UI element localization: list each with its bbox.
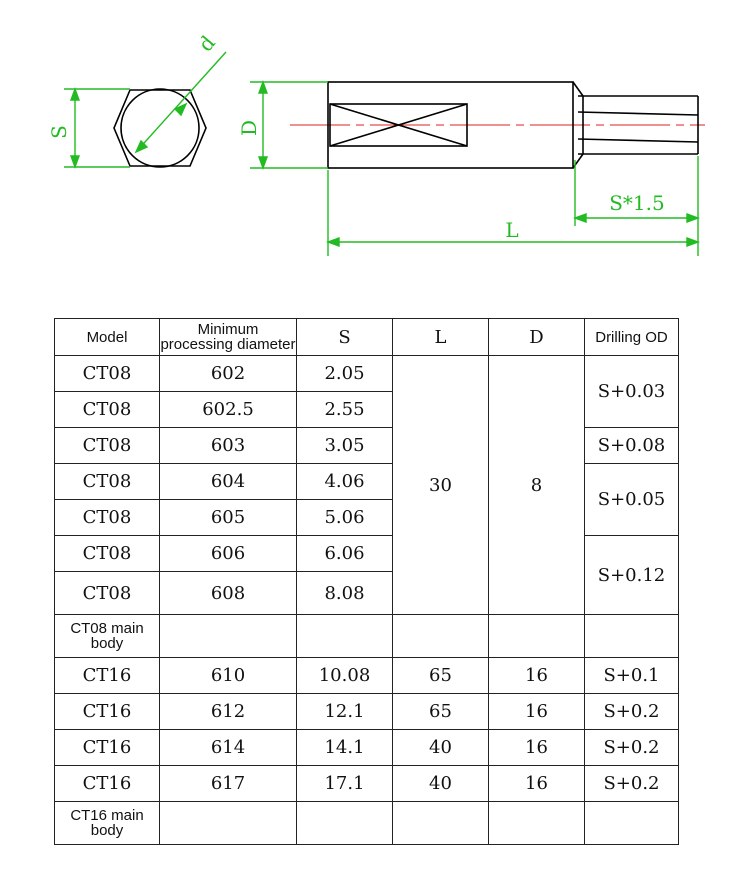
cell-empty bbox=[297, 615, 393, 658]
cell-model: CT08 bbox=[55, 392, 160, 428]
cell-od: S+0.2 bbox=[585, 766, 679, 802]
cell-l: 40 bbox=[393, 766, 489, 802]
cell-min: 608 bbox=[160, 572, 297, 615]
cell-model: CT08 bbox=[55, 356, 160, 392]
cell-empty bbox=[489, 802, 585, 845]
cell-min: 610 bbox=[160, 658, 297, 694]
header-s: S bbox=[297, 319, 393, 356]
cell-model: CT16 main body bbox=[55, 802, 160, 845]
table-row bbox=[55, 356, 679, 392]
cell-empty bbox=[489, 615, 585, 658]
hex-dimensions bbox=[64, 52, 226, 167]
label-shank-length: S*1.5 bbox=[609, 191, 665, 215]
cell-l: 40 bbox=[393, 730, 489, 766]
cell-od: S+0.2 bbox=[585, 730, 679, 766]
cell-min: 602 bbox=[160, 356, 297, 392]
cell-model: CT08 bbox=[55, 428, 160, 464]
cell-min: 604 bbox=[160, 464, 297, 500]
cell-od-merged: S+0.05 bbox=[585, 464, 679, 536]
hex-end-view bbox=[114, 89, 206, 167]
cell-d: 16 bbox=[489, 730, 585, 766]
cell-empty bbox=[393, 802, 489, 845]
cell-d: 16 bbox=[489, 658, 585, 694]
header-model: Model bbox=[55, 319, 160, 356]
table-row bbox=[55, 536, 679, 572]
cell-min: 603 bbox=[160, 428, 297, 464]
cell-min: 617 bbox=[160, 766, 297, 802]
cell-model: CT16 bbox=[55, 766, 160, 802]
header-row bbox=[55, 319, 679, 356]
technical-drawing bbox=[0, 0, 750, 300]
cell-min: 612 bbox=[160, 694, 297, 730]
cell-od: S+0.1 bbox=[585, 658, 679, 694]
table-row bbox=[55, 766, 679, 802]
inscribed-circle bbox=[121, 89, 199, 167]
cell-empty bbox=[297, 802, 393, 845]
cell-l: 65 bbox=[393, 658, 489, 694]
cell-s: 14.1 bbox=[297, 730, 393, 766]
cell-model: CT08 bbox=[55, 572, 160, 615]
header-min-diameter: Minimum processing diameter bbox=[160, 319, 297, 356]
cell-s: 2.05 bbox=[297, 356, 393, 392]
hexagon-outline bbox=[114, 90, 206, 166]
cell-s: 17.1 bbox=[297, 766, 393, 802]
cell-model: CT08 bbox=[55, 500, 160, 536]
cell-model: CT16 bbox=[55, 694, 160, 730]
cell-s: 10.08 bbox=[297, 658, 393, 694]
spec-table bbox=[54, 318, 679, 845]
shank-chamfer-top bbox=[573, 82, 583, 96]
table-row bbox=[55, 694, 679, 730]
cell-d: 16 bbox=[489, 694, 585, 730]
cell-model: CT08 main body bbox=[55, 615, 160, 658]
cell-model: CT16 bbox=[55, 730, 160, 766]
cell-empty bbox=[160, 615, 297, 658]
label-s: S bbox=[47, 125, 71, 139]
cell-empty bbox=[160, 802, 297, 845]
label-d-big: D bbox=[237, 119, 261, 137]
cell-l: 65 bbox=[393, 694, 489, 730]
cell-empty bbox=[393, 615, 489, 658]
cell-od-merged: S+0.03 bbox=[585, 356, 679, 428]
cell-model: CT08 bbox=[55, 464, 160, 500]
cell-od: S+0.2 bbox=[585, 694, 679, 730]
cell-s: 6.06 bbox=[297, 536, 393, 572]
cell-model: CT16 bbox=[55, 658, 160, 694]
cell-min: 605 bbox=[160, 500, 297, 536]
table-row bbox=[55, 428, 679, 464]
cell-empty bbox=[585, 802, 679, 845]
cell-min: 602.5 bbox=[160, 392, 297, 428]
cell-min: 606 bbox=[160, 536, 297, 572]
cell-s: 8.08 bbox=[297, 572, 393, 615]
header-d: D bbox=[489, 319, 585, 356]
cell-od: S+0.08 bbox=[585, 428, 679, 464]
label-l: L bbox=[505, 218, 519, 242]
table-row-ct08-body bbox=[55, 615, 679, 658]
cell-s: 3.05 bbox=[297, 428, 393, 464]
cell-od-merged: S+0.12 bbox=[585, 536, 679, 615]
header-l: L bbox=[393, 319, 489, 356]
header-drilling-od: Drilling OD bbox=[585, 319, 679, 356]
cell-s: 5.06 bbox=[297, 500, 393, 536]
cell-l-merged: 30 bbox=[393, 356, 489, 615]
table-row-ct16-body bbox=[55, 802, 679, 845]
label-d-small: d bbox=[193, 30, 220, 57]
cell-s: 12.1 bbox=[297, 694, 393, 730]
table-row bbox=[55, 658, 679, 694]
cell-s: 2.55 bbox=[297, 392, 393, 428]
cell-model: CT08 bbox=[55, 536, 160, 572]
cell-s: 4.06 bbox=[297, 464, 393, 500]
table-row bbox=[55, 464, 679, 500]
cell-empty bbox=[585, 615, 679, 658]
cell-d-merged: 8 bbox=[489, 356, 585, 615]
cell-min: 614 bbox=[160, 730, 297, 766]
cell-d: 16 bbox=[489, 766, 585, 802]
table-row bbox=[55, 730, 679, 766]
side-dimensions bbox=[250, 82, 698, 256]
